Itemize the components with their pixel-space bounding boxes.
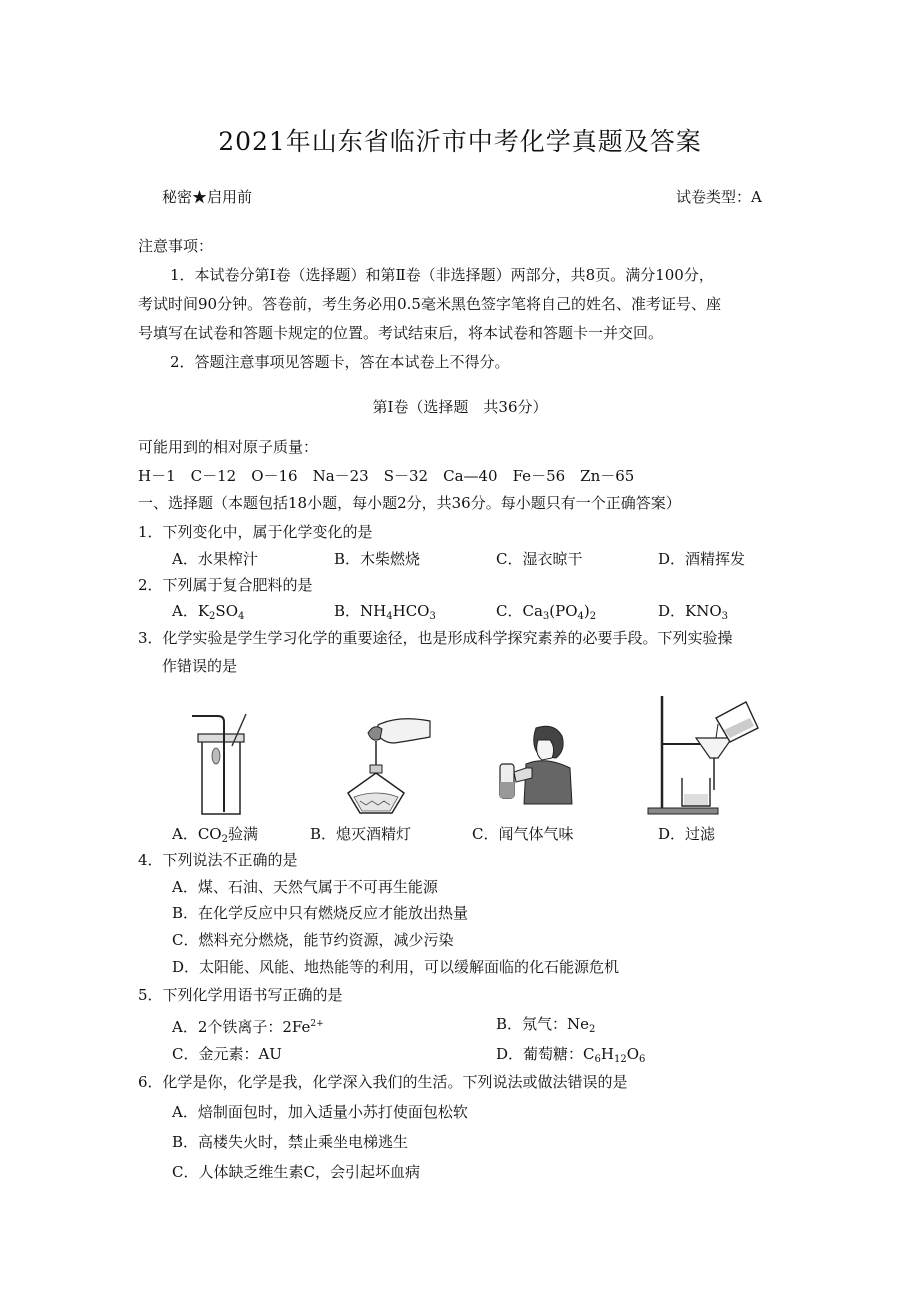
filtration-illustration: [646, 694, 762, 818]
q5-option-a: A．2个铁离子：$2Fe^{2+}$: [172, 1018, 324, 1036]
q1-option-d: D．酒精挥发: [658, 550, 746, 568]
q4-stem: 4．下列说法不正确的是: [138, 851, 298, 869]
q5-stem: 5．下列化学用语书写正确的是: [138, 986, 343, 1004]
q6-option-a: A．焙制面包时，加入适量小苏打使面包松软: [172, 1103, 468, 1121]
q1-option-b: B．木柴燃烧: [334, 550, 421, 568]
q2-option-d: D．$KNO_3$: [658, 602, 729, 622]
q4-option-d: D．太阳能、风能、地热能等的利用，可以缓解面临的化石能源危机: [172, 958, 620, 976]
atomic-mass-values: H－1 C－12 O－16 Na－23 S－32 Ca—40 Fe－56 Zn－65: [138, 467, 635, 485]
q3-option-a: A．$CO_2$验满: [172, 825, 258, 845]
q2-stem: 2．下列属于复合肥料的是: [138, 576, 313, 594]
q6-option-b: B．高楼失火时，禁止乘坐电梯逃生: [172, 1133, 409, 1151]
notice-item-1-line-1: 1．本试卷分第Ⅰ卷（选择题）和第Ⅱ卷（非选择题）两部分，共8页。满分100分，: [170, 266, 714, 284]
secret-label: 秘密★启用前: [162, 188, 253, 206]
paper-type-label: 试卷类型：A: [676, 188, 762, 206]
section-heading: 第Ⅰ卷（选择题 共36分）: [372, 398, 548, 416]
q6-option-c: C．人体缺乏维生素C，会引起坏血病: [172, 1163, 420, 1181]
q5-option-c: C．金元素：AU: [172, 1045, 282, 1063]
atomic-mass-label: 可能用到的相对原子质量：: [138, 438, 319, 456]
alcohol-lamp-illustration: [338, 713, 434, 819]
q4-option-c: C．燃料充分燃烧，能节约资源，减少污染: [172, 931, 454, 949]
smell-gas-illustration: [496, 720, 576, 808]
q4-option-a: A．煤、石油、天然气属于不可再生能源: [172, 878, 438, 896]
q1-option-a: A．水果榨汁: [172, 550, 258, 568]
q6-stem: 6．化学是你，化学是我，化学深入我们的生活。下列说法或做法错误的是: [138, 1073, 628, 1091]
notice-item-2: 2．答题注意事项见答题卡，答在本试卷上不得分。: [170, 353, 510, 371]
q1-stem: 1．下列变化中，属于化学变化的是: [138, 523, 373, 541]
q3-option-b: B．熄灭酒精灯: [310, 825, 412, 843]
q2-option-a: A．$K_2SO_4$: [172, 602, 245, 622]
q3-stem-line-2: 作错误的是: [162, 657, 238, 675]
q4-option-b: B．在化学反应中只有燃烧反应才能放出热量: [172, 904, 469, 922]
q5-option-d: D．葡萄糖：$C_6H_{12}O_6$: [496, 1045, 646, 1065]
notice-item-1-line-3: 号填写在试卷和答题卡规定的位置。考试结束后，将本试卷和答题卡一并交回。: [138, 324, 664, 342]
page-title: 2021年山东省临沂市中考化学真题及答案: [218, 127, 702, 156]
q3-option-c: C．闻气体气味: [472, 825, 574, 843]
q3-option-d: D．过滤: [658, 825, 716, 843]
q3-stem-line-1: 3．化学实验是学生学习化学的重要途径，也是形成科学探究素养的必要手段。下列实验操: [138, 629, 733, 647]
q1-option-c: C．湿衣晾干: [496, 550, 583, 568]
q2-option-b: B．$NH_4HCO_3$: [334, 602, 436, 622]
co2-gas-bottle-illustration: [188, 712, 258, 818]
notice-heading: 注意事项：: [138, 237, 214, 255]
q5-option-b: B．氖气：$Ne_2$: [496, 1015, 596, 1035]
notice-item-1-line-2: 考试时间90分钟。答卷前，考生务必用0.5毫米黑色签字笔将自己的姓名、准考证号、座: [138, 295, 721, 313]
q2-option-c: C．$Ca_3(PO_4)_2$: [496, 602, 597, 622]
part-one-heading: 一、选择题（本题包括18小题，每小题2分，共36分。每小题只有一个正确答案）: [138, 494, 681, 512]
